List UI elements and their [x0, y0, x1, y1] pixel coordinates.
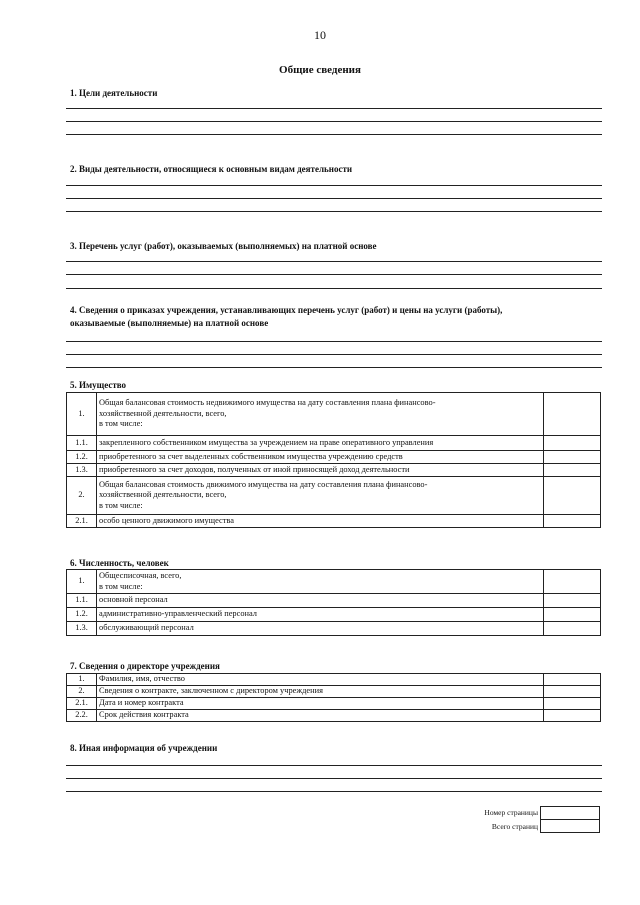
row-label-line: хозяйственной деятельности, всего,	[99, 408, 227, 418]
section-4-heading-line-1: 4. Сведения о приказах учреждения, устанавливающих перечень услуг (работ) и цены на услуги (работы),	[70, 305, 503, 315]
row-value-cell[interactable]	[544, 594, 601, 608]
row-value-cell[interactable]	[544, 710, 601, 722]
table-row	[67, 436, 601, 451]
director-table	[66, 673, 601, 722]
page-number: 10	[314, 28, 326, 42]
row-number: 1.	[67, 393, 97, 436]
row-label: закрепленного собственником имущества за учреждением на праве оперативного управления	[97, 436, 544, 451]
section-2-heading: 2. Виды деятельности, относящиеся к основным видам деятельности	[70, 164, 353, 174]
row-label: административно-управленческий персонал	[97, 608, 544, 622]
row-label: приобретенного за счет выделенных собственником имущества учреждению средств	[97, 451, 544, 464]
section-1-line-1	[66, 108, 602, 109]
section-1-heading: 1. Цели деятельности	[70, 88, 158, 98]
row-number: 2.1.	[67, 698, 97, 710]
row-label: Срок действия контракта	[97, 710, 544, 722]
section-4-line-3	[66, 367, 602, 368]
total-pages-label: Всего страниц	[491, 822, 538, 831]
row-number: 1.2.	[67, 451, 97, 464]
page-number-box[interactable]	[540, 806, 600, 820]
table-row	[67, 608, 601, 622]
row-number: 1.	[67, 674, 97, 686]
section-8-line-2	[66, 778, 602, 779]
section-2-line-2	[66, 198, 602, 199]
row-label-line: Общесписочная, всего,	[99, 571, 182, 580]
row-label	[97, 477, 544, 515]
table-row	[67, 698, 601, 710]
section-6-heading: 6. Численность, человек	[70, 558, 169, 568]
row-number: 1.1.	[67, 436, 97, 451]
row-label: Фамилия, имя, отчество	[97, 674, 544, 686]
row-number: 2.	[67, 477, 97, 515]
section-4-heading-line-2: оказываемые (выполняемые) на платной основе	[70, 318, 269, 328]
section-1-line-2	[66, 121, 602, 122]
table-row	[67, 622, 601, 636]
row-number: 1.	[67, 570, 97, 594]
table-row	[67, 710, 601, 722]
row-value-cell[interactable]	[544, 686, 601, 698]
section-3-heading: 3. Перечень услуг (работ), оказываемых (выполняемых) на платной основе	[70, 241, 377, 251]
page-title: Общие сведения	[279, 64, 361, 76]
table-row	[67, 464, 601, 477]
row-label-line: Общая балансовая стоимость движимого имущества на дату составления плана финансово-	[99, 479, 428, 489]
row-label: Дата и номер контракта	[97, 698, 544, 710]
section-4-heading	[70, 304, 600, 330]
section-4-line-2	[66, 354, 602, 355]
row-label: особо ценного движимого имущества	[97, 515, 544, 528]
row-value-cell[interactable]	[544, 451, 601, 464]
section-3-line-1	[66, 261, 602, 262]
section-3-line-2	[66, 274, 602, 275]
row-number: 2.1.	[67, 515, 97, 528]
table-row	[67, 674, 601, 686]
total-pages-box[interactable]	[540, 819, 600, 833]
row-label-line: Общая балансовая стоимость недвижимого имущества на дату составления плана финансово-	[99, 398, 436, 408]
row-label-line: в том числе:	[99, 581, 143, 591]
table-row	[67, 686, 601, 698]
row-label: Сведения о контракте, заключенном с директором учреждения	[97, 686, 544, 698]
row-value-cell[interactable]	[544, 393, 601, 436]
row-value-cell[interactable]	[544, 436, 601, 451]
staff-table	[66, 569, 601, 636]
section-2-line-3	[66, 211, 602, 212]
row-label: обслуживающий персонал	[97, 622, 544, 636]
table-row	[67, 477, 601, 515]
row-value-cell[interactable]	[544, 477, 601, 515]
row-number: 2.2.	[67, 710, 97, 722]
row-value-cell[interactable]	[544, 698, 601, 710]
row-value-cell[interactable]	[544, 622, 601, 636]
row-value-cell[interactable]	[544, 515, 601, 528]
section-5-heading: 5. Имущество	[70, 380, 127, 390]
section-8-heading: 8. Иная информация об учреждении	[70, 743, 218, 753]
row-number: 2.	[67, 686, 97, 698]
section-2-line-1	[66, 185, 602, 186]
row-label	[97, 570, 544, 594]
section-8-line-3	[66, 791, 602, 792]
section-8-line-1	[66, 765, 602, 766]
row-label	[97, 393, 544, 436]
section-7-heading: 7. Сведения о директоре учреждения	[70, 661, 220, 671]
row-number: 1.2.	[67, 608, 97, 622]
row-value-cell[interactable]	[544, 674, 601, 686]
row-label-line: в том числе:	[99, 500, 143, 510]
property-table	[66, 392, 601, 528]
row-value-cell[interactable]	[544, 464, 601, 477]
row-label-line: в том числе:	[99, 419, 143, 429]
row-label: приобретенного за счет доходов, полученных от иной приносящей доход деятельности	[97, 464, 544, 477]
row-value-cell[interactable]	[544, 570, 601, 594]
table-row	[67, 451, 601, 464]
row-label-line: хозяйственной деятельности, всего,	[99, 490, 227, 500]
row-label: основной персонал	[97, 594, 544, 608]
section-4-line-1	[66, 341, 602, 342]
row-number: 1.3.	[67, 464, 97, 477]
section-1-line-3	[66, 134, 602, 135]
page-number-label: Номер страницы	[484, 808, 538, 817]
table-row	[67, 515, 601, 528]
section-3-line-3	[66, 288, 602, 289]
row-number: 1.3.	[67, 622, 97, 636]
row-value-cell[interactable]	[544, 608, 601, 622]
table-row	[67, 393, 601, 436]
row-number: 1.1.	[67, 594, 97, 608]
table-row	[67, 570, 601, 594]
table-row	[67, 594, 601, 608]
